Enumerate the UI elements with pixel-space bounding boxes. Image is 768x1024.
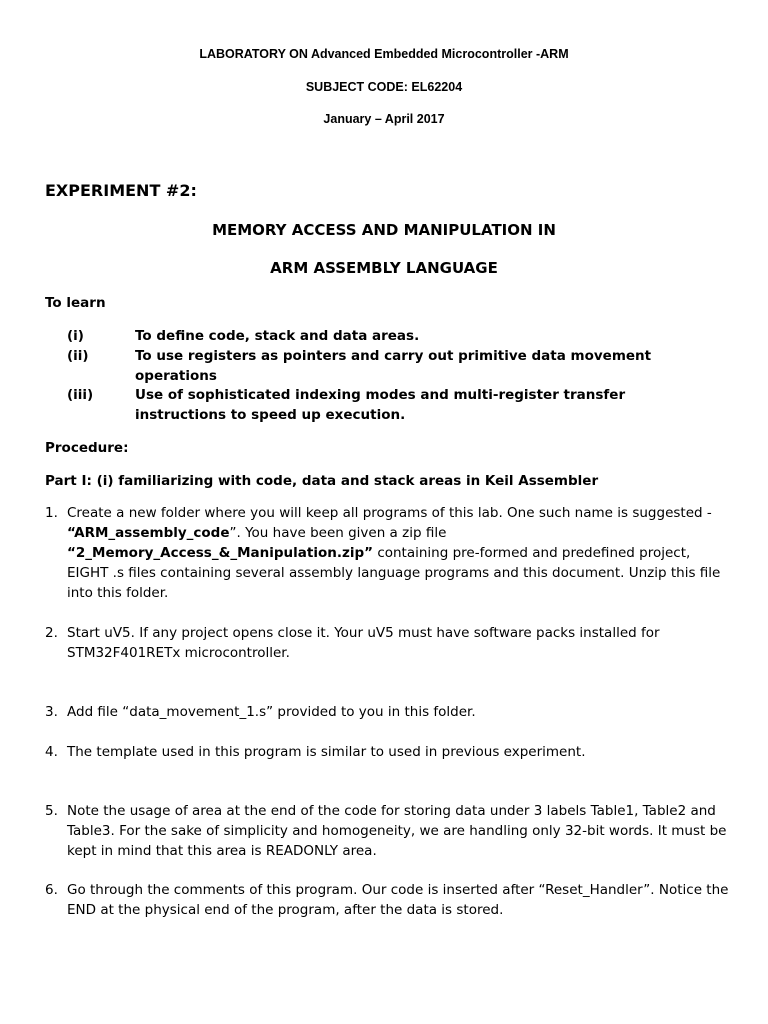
experiment-title-line2: ARM ASSEMBLY LANGUAGE: [270, 259, 498, 277]
objective-text: Use of sophisticated indexing modes and multi-register transfer instructions to speed up execution.: [135, 387, 626, 423]
objective-item: [67, 385, 707, 425]
step-number: 1.: [45, 505, 58, 521]
procedure-heading: Procedure:: [45, 440, 129, 456]
subject-code: SUBJECT CODE: EL62204: [305, 80, 463, 94]
step-number: 2.: [45, 625, 58, 641]
experiment-label: EXPERIMENT #2:: [45, 181, 197, 200]
step-text: Go through the comments of this program. Our code is inserted after “Reset_Handler”. Notice the END at the physical end of the program, after the data is stored.: [67, 882, 729, 918]
step-number: 4.: [45, 744, 58, 760]
part-title: Part I: (i) familiarizing with code, data and stack areas in Keil Assembler: [45, 473, 599, 489]
step-number: 6.: [45, 882, 58, 898]
step-text: Start uV5. If any project opens close it. Your uV5 must have software packs installed for STM32F401RETx microcontroller.: [67, 625, 660, 661]
step-number: 3.: [45, 704, 58, 720]
experiment-title-line1: MEMORY ACCESS AND MANIPULATION IN: [212, 221, 556, 239]
step-text-part: containing pre-formed and predefined project, EIGHT .s files containing several assembly language programs and this document. Unzip this file into this folder.: [67, 545, 721, 601]
to-learn-heading: To learn: [45, 295, 106, 311]
objective-number: (iii): [67, 387, 94, 403]
step-text: The template used in this program is similar to used in previous experiment.: [67, 744, 586, 760]
step-number: 5.: [45, 803, 58, 819]
step-text-part: ”. You have been given a zip file: [229, 525, 447, 541]
objective-text: To use registers as pointers and carry out primitive data movement operations: [135, 348, 652, 384]
procedure-step: [45, 880, 735, 920]
procedure-step: [45, 503, 735, 603]
step-text-part: Create a new folder where you will keep all programs of this lab. One such name is suggested -: [67, 505, 712, 521]
objective-item: [67, 346, 707, 386]
procedure-step: [45, 702, 735, 722]
term-dates: January – April 2017: [323, 112, 445, 126]
objective-text: To define code, stack and data areas.: [135, 328, 420, 344]
procedure-step: [45, 623, 735, 663]
objective-item: [67, 326, 707, 346]
step-text: Note the usage of area at the end of the code for storing data under 3 labels Table1, Table2 and Table3. For the sake of simplicity and homogeneity, we are handling only 32-bit words. It must be kept in mind that this area is READONLY area.: [67, 803, 727, 859]
objective-number: (ii): [67, 348, 89, 364]
folder-name: “ARM_assembly_code: [67, 525, 230, 541]
step-text: [67, 503, 735, 603]
step-text: Add file “data_movement_1.s” provided to you in this folder.: [67, 704, 476, 720]
procedure-step: [45, 801, 735, 861]
zip-file-name: “2_Memory_Access_&_Manipulation.zip”: [67, 545, 374, 561]
procedure-step: [45, 742, 735, 762]
lab-title: LABORATORY ON Advanced Embedded Microcontroller -ARM: [199, 47, 569, 61]
objective-number: (i): [67, 328, 84, 344]
